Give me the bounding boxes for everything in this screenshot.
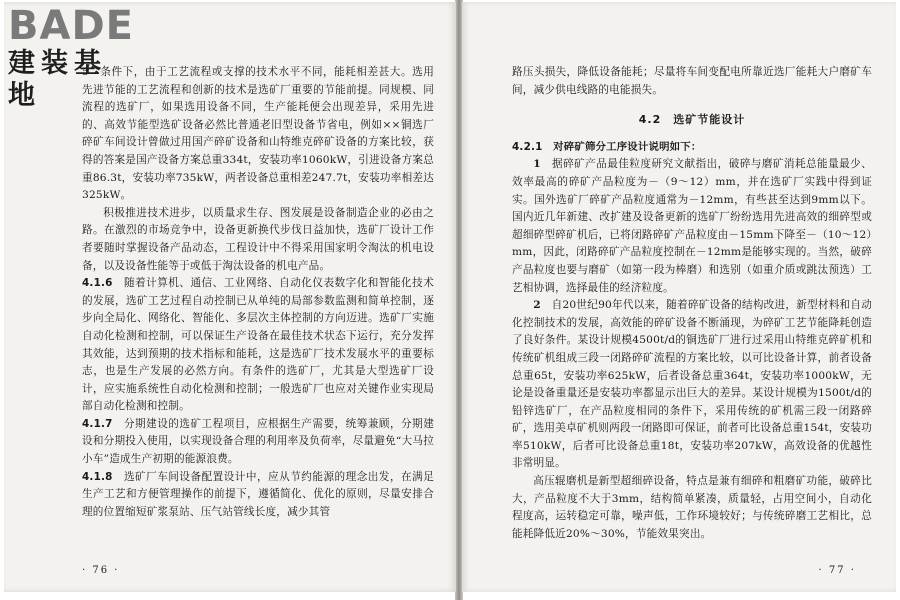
clause-text: 分期建设的选矿工程项目，应根据生产需要，统筹兼顾，分期建设和分期投入使用，以实现设备合理的利用率及负荷率，尽量避免“大马拉小车”造成生产初期的能源浪费。	[82, 417, 434, 466]
item-text: 自20世纪90年代以来，随着碎矿设备的结构改进，新型材料和自动化控制技术的发展，高效能的碎矿设备不断涌现，为碎矿工艺节能降耗创造了良好条件。某设计规模4500t/d的铜选矿厂进行过采用山特维克碎矿机和传统矿机组成三段一闭路碎矿流程的方案比较，以可比设备计算，前者设备总重65t，安装功率625kW，后者设备总重364t，安装功率1000kW，无论是设备重量还是安装功率都显示出巨大的差异。某设计规模为1500t/d的铅锌选矿厂，在产品粒度相同的条件下，采用传统的矿机需三段一闭路碎矿，选用美卓矿机则两段一闭路即可保证，前者可比设备总重154t，安装功率510kW，后者可比设备总重18t，安装功率207kW，高效设备的优越性非常明显。	[512, 299, 872, 470]
right-page-body	[512, 64, 872, 543]
clause-number: 4.1.7	[82, 417, 113, 430]
clause-number: 4.1.6	[82, 277, 113, 290]
clause-4-1-6	[82, 275, 434, 416]
paragraph-tech-progress	[82, 205, 434, 275]
paragraph-hpgr: 高压辊磨机是新型超细碎设备，特点是兼有细碎和粗磨矿功能，破碎比大，产品粒度不大于3mm，结构简单紧凑，质量轻，占用空间小，自动化程度高，运转稳定可靠，噪声低，工作环境较好；与传统碎磨工艺相比，总能耗降低近20%～30%，节能效果突出。	[512, 475, 872, 540]
page-number-left: · 76 ·	[82, 565, 120, 576]
clause-text: 随着计算机、通信、工业网络、自动化仪表数字化和智能化技术的发展，选矿工艺过程自动控制已从单纯的局部参数监测和简单控制，逐步向全局化、网络化、智能化、多层次主体控制的方向迈进。选矿厂实施自动化检测和控制，可以保证生产设备在最佳技术状态下运行，充分发挥其效能，达到预期的技术指标和能耗，这是选矿厂技术发展水平的重要标志，也是生产发展的必然方向。有条件的选矿厂，尤其是大型选矿厂设计，应实施系统性自动化检测和控制；一般选矿厂也应对关键作业实现局部自动化检测和控制。	[82, 277, 434, 413]
right-page	[462, 2, 896, 592]
paragraph-text: 积极推进技术进步，以质量求生存、图发展是设备制造企业的必由之路。在激烈的市场竞争中，设备更新换代步伐日益加快，选矿厂设计工作者要随时掌握设备产品动态，工程设计中不得采用国家明令淘汰的机电设备，以及设备性能等于或低于淘汰设备的机电产品。	[82, 206, 434, 272]
list-item-2	[512, 297, 872, 473]
watermark-logo	[8, 3, 136, 111]
list-item-1	[512, 156, 872, 297]
watermark-subtitle: 建装基地	[8, 48, 107, 111]
item-number: 2	[533, 299, 541, 312]
page-number-right: · 77 ·	[818, 565, 856, 576]
clause-4-1-8	[82, 469, 434, 522]
paragraph-continued-right: 路压头损失，降低设备能耗；尽量将车间变配电所靠近选厂能耗大户磨矿车间，减少供电线路的电能损失。	[512, 66, 872, 96]
watermark-brand: BADE	[8, 3, 134, 49]
paragraph-text: 5 条件下，由于工艺流程或支撑的技术水平不同，能耗相差甚大。选用先进节能的工艺流程和创新的技术是选矿厂重要的节能前提。同规模、同流程的选矿厂，如果选用设备不同，生产能耗便会出现差异，采用先进的、高效节能型选矿设备必然比普通老旧型设备节省电，例如××铜选厂碎矿车间设计曾做过用国产碎矿设备和山特维克碎矿设备的方案比较，获得的答案是国产设备方案总重334t，安装功率1060kW，引进设备方案总重86.3t，安装功率735kW，两者设备总重相差247.7t，安装功率相差达325kW。	[82, 66, 434, 202]
clause-number: 4.1.8	[82, 470, 113, 483]
clause-text: 选矿厂车间设备配置设计中，应从节约能源的理念出发，在满足生产工艺和方便管理操作的前提下，遵循简化、优化的原则，尽量安排合理的位置缩短矿浆泵站、压气站管线长度，减少其管	[82, 470, 434, 518]
item-text: 据碎矿产品最佳粒度研究文献指出，破碎与磨矿消耗总能量最少、效率最高的碎矿产品粒度为－（9～12）mm，并在选矿厂实践中得到证实。国外选矿厂碎矿产品粒度通常为－12mm，有些甚至达到9mm以下。国内近几年新建、改扩建及设备更新的选矿厂纷纷选用先进高效的细碎型或超细碎型碎矿机后，已将闭路碎矿产品粒度由－15mm下降至－（10～12）mm，因此，闭路碎矿产品粒度控制在－12mm是能够实现的。当然，破碎产品粒度也要与磨矿（如第一段为棒磨）和选别（如重介质或跳汰预选）工艺相协调，选择最佳的经济粒度。	[512, 158, 872, 294]
clause-4-1-7	[82, 416, 434, 469]
item-number: 1	[533, 158, 541, 171]
left-page-body	[82, 64, 434, 521]
clause-4-2-1: 4.2.1 对碎矿筛分工序设计说明如下：	[512, 140, 702, 153]
section-title: 4.2 选矿节能设计	[638, 113, 746, 127]
